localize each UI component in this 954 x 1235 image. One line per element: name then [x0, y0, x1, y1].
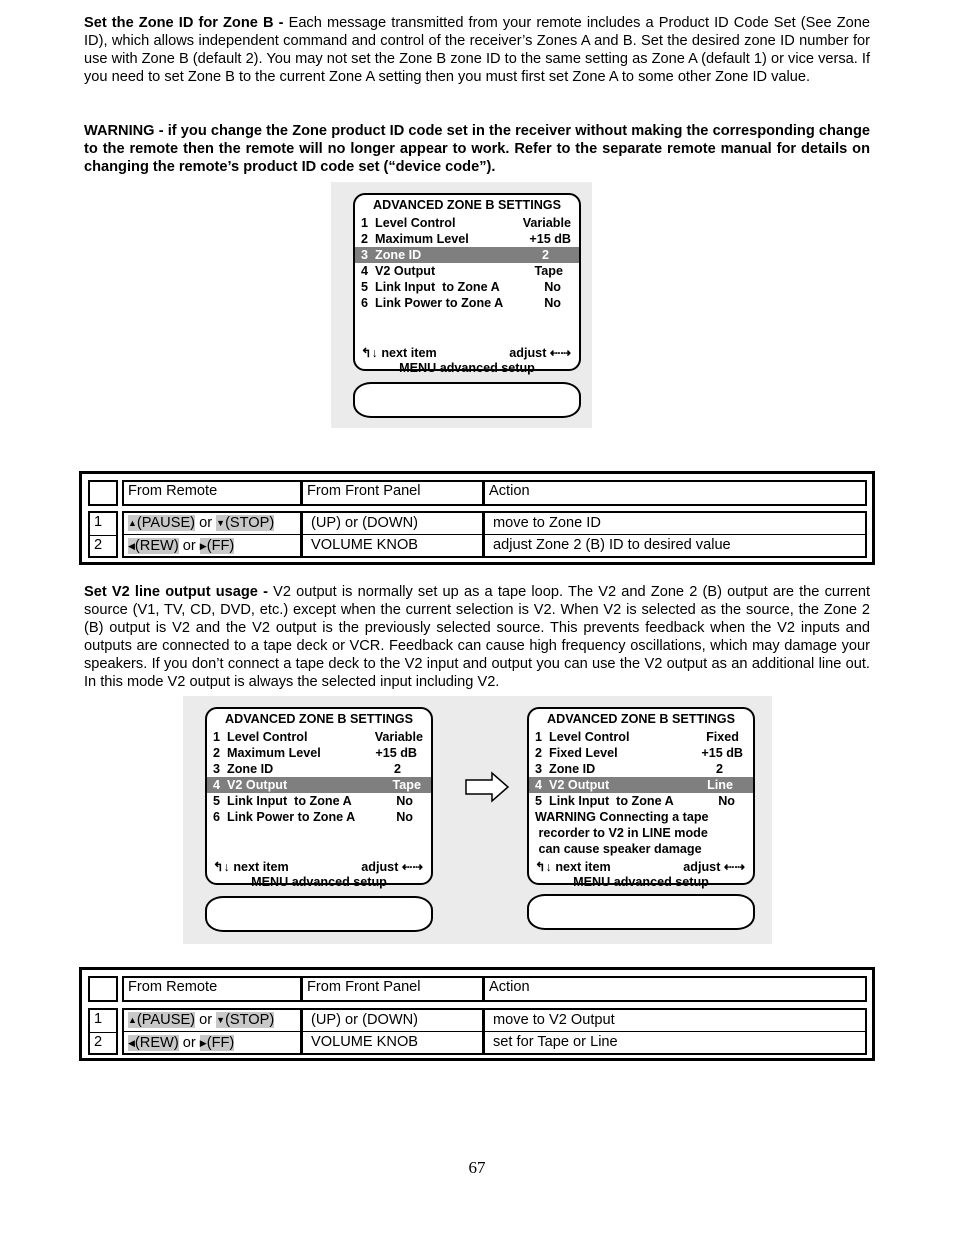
table-row: ▲(PAUSE) or ▼(STOP): [128, 515, 275, 531]
table-row-numbers: 1 2: [88, 511, 118, 558]
table-row: ◀(REW) or ▶(FF): [124, 1031, 300, 1054]
osd-row: 5 Link Input to Zone A No: [535, 794, 735, 808]
osd-row: 2 Maximum Level +15 dB: [213, 746, 417, 760]
control-table-v2-output: [79, 967, 875, 1061]
page-number: 67: [468, 1158, 486, 1177]
table-row: ▲(PAUSE) or ▼(STOP): [128, 1012, 275, 1028]
table-corner-cell: [88, 480, 118, 506]
osd-display-window: [527, 894, 755, 930]
zone-id-body: Each message transmitted from your remote includes a Product ID Code Set (See Zone ID), which allows independent command and control of the receiver’s Zones A and B. Set the desired zone ID number for use with Zone B (default 2). You may not set the Zone B zone ID to the same setting as Zone A (default 1) or vice versa. If you need to set Zone B to the current Zone A setting then you must first set Zone A to some other Zone ID value.: [84, 15, 870, 85]
table-header-cell: From Front Panel: [301, 480, 484, 506]
osd-nav: ↰↓ next item adjust ⇠⇢: [213, 860, 423, 874]
osd-row-selected: 4 V2 Output Tape: [207, 777, 431, 793]
osd-row: 2 Maximum Level +15 dB: [361, 232, 571, 246]
table-header-cell: From Front Panel: [301, 976, 484, 1002]
table-row: ◀(REW) or ▶(FF): [124, 534, 300, 557]
osd-row: 1 Level Control Variable: [213, 730, 423, 744]
osd-title: ADVANCED ZONE B SETTINGS: [373, 198, 561, 212]
table-panel-column: (UP) or (DOWN) VOLUME KNOB: [301, 1008, 484, 1055]
osd-row: 1 Level Control Variable: [361, 216, 571, 230]
osd-title: ADVANCED ZONE B SETTINGS: [547, 712, 735, 726]
osd-display-window: [205, 896, 433, 932]
osd-row: 6 Link Power to Zone A No: [361, 296, 561, 310]
osd-row: 2 Fixed Level +15 dB: [535, 746, 743, 760]
osd-warning-line: recorder to V2 in LINE mode: [535, 826, 708, 840]
osd-title: ADVANCED ZONE B SETTINGS: [225, 712, 413, 726]
table-header-cell: Action: [483, 976, 867, 1002]
v2-body: V2 output is normally set up as a tape loop. The V2 and Zone 2 (B) output are the current source (V1, TV, CD, DVD, etc.) except when the current selection is V2. When V2 is selected as the source, the Zone 2 (B) output is V2 and the V2 output is the previously selected source. This prevents feedback when the V2 inputs and outputs are connected to a tape deck or VCR. Feedback can cause high frequency oscillations, which may damage your speakers. If you don’t connect a tape deck to the V2 input and output you can use the V2 output as an additional line out. In this mode V2 output is always the selected input including V2.: [84, 584, 871, 690]
osd-screen-v2-tape: [205, 707, 433, 889]
osd-row: 6 Link Power to Zone A No: [213, 810, 413, 824]
up-down-arrows-icon: ↰↓: [213, 860, 230, 874]
up-triangle-icon: ▲: [128, 1015, 137, 1025]
left-triangle-icon: ◀: [128, 1038, 135, 1048]
table-remote-column: [122, 511, 302, 558]
osd-menu-label: MENU advanced setup: [399, 361, 535, 375]
osd-nav: ↰↓ next item adjust ⇠⇢: [361, 346, 571, 360]
table-header-cell: Action: [483, 480, 867, 506]
zone-id-paragraph: [84, 14, 870, 86]
table-panel-column: (UP) or (DOWN) VOLUME KNOB: [301, 511, 484, 558]
left-right-arrows-icon: ⇠⇢: [549, 346, 571, 360]
osd-screen-zone-id: [353, 193, 581, 375]
table-row-numbers: 1 2: [88, 1008, 118, 1055]
control-table-zone-id: [79, 471, 875, 565]
osd-menu-label: MENU advanced setup: [251, 875, 387, 889]
osd-row: 5 Link Input to Zone A No: [213, 794, 413, 808]
left-right-arrows-icon: ⇠⇢: [401, 860, 423, 874]
zone-id-heading: Set the Zone ID for Zone B -: [84, 15, 284, 31]
table-header-cell: From Remote: [122, 976, 302, 1002]
osd-screen-v2-line: [527, 707, 755, 889]
table-remote-column: [122, 1008, 302, 1055]
osd-row-selected: 4 V2 Output Line: [529, 777, 753, 793]
osd-row: 3 Zone ID 2: [213, 762, 401, 776]
left-triangle-icon: ◀: [128, 541, 135, 551]
up-down-arrows-icon: ↰↓: [361, 346, 378, 360]
osd-warning-line: can cause speaker damage: [535, 842, 702, 856]
right-triangle-icon: ▶: [199, 1038, 207, 1048]
table-action-column: move to V2 Output set for Tape or Line: [483, 1008, 867, 1055]
osd-row: 3 Zone ID 2: [535, 762, 723, 776]
osd-row: 1 Level Control Fixed: [535, 730, 739, 744]
left-right-arrows-icon: ⇠⇢: [723, 860, 745, 874]
osd-nav: ↰↓ next item adjust ⇠⇢: [535, 860, 745, 874]
osd-menu-label: MENU advanced setup: [573, 875, 709, 889]
osd-row: 5 Link Input to Zone A No: [361, 280, 561, 294]
up-triangle-icon: ▲: [128, 518, 137, 528]
down-triangle-icon: ▼: [216, 518, 226, 528]
osd-display-window: [353, 382, 581, 418]
zone-id-warning: WARNING - if you change the Zone product ID code set in the receiver without making the corresponding change to the remote then the remote will no longer appear to work. Refer to the separate remote manual for details on changing the remote’s product ID code set (“device code”).: [84, 123, 870, 175]
v2-heading: Set V2 line output usage -: [84, 584, 268, 600]
table-header-cell: From Remote: [122, 480, 302, 506]
osd-row-selected: 3 Zone ID 2: [355, 247, 579, 263]
table-corner-cell: [88, 976, 118, 1002]
down-triangle-icon: ▼: [216, 1015, 226, 1025]
osd-warning-line: WARNING Connecting a tape: [535, 810, 709, 824]
right-triangle-icon: ▶: [199, 541, 207, 551]
table-action-column: move to Zone ID adjust Zone 2 (B) ID to desired value: [483, 511, 867, 558]
osd-row: 4 V2 Output Tape: [361, 264, 563, 278]
v2-paragraph: [84, 583, 870, 691]
right-arrow-icon: [464, 771, 510, 803]
up-down-arrows-icon: ↰↓: [535, 860, 552, 874]
